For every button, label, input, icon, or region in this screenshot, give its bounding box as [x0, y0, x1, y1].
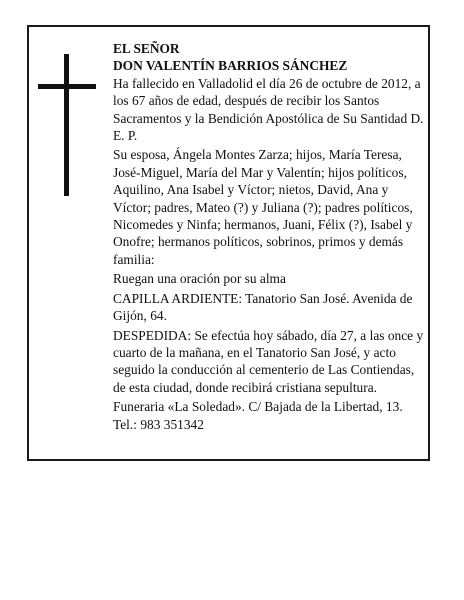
cross-horizontal-bar	[38, 84, 96, 89]
funeral-home-paragraph: Funeraria «La Soledad». C/ Bajada de la Libertad, 13. Tel.: 983 351342	[113, 399, 403, 432]
chapel-paragraph: CAPILLA ARDIENTE: Tanatorio San José. Avenida de Gijón, 64.	[113, 290, 413, 324]
title-line-1: EL SEÑOR	[113, 41, 180, 56]
title-line-2: DON VALENTÍN BARRIOS SÁNCHEZ	[113, 58, 348, 74]
family-paragraph: Su esposa, Ángela Montes Zarza; hijos, María Teresa, José-Miguel, María del Mar y Valentín; hijos políticos, Aquilino, Ana Isabel y Víctor; nietos, David, Ana y Víctor; padres, Mateo (?) y Juliana (?); padres políticos, Nicomedes y Ninfa; hermanos, Juani, Félix (?), Isabel y Onofre; hermanos políticos, sobrinos, primos y demás familia:	[113, 147, 413, 267]
prayer-line: Ruegan una oración por su alma	[113, 271, 286, 287]
farewell-paragraph: DESPEDIDA: Se efectúa hoy sábado, día 27, a las once y cuarto de la mañana, en el Tanatorio San José, y acto seguido la conducción al cementerio de Las Contiendas, de esta ciudad, donde recibirá cristiana sepultura.	[113, 327, 424, 395]
cross-vertical-bar	[64, 54, 69, 196]
death-paragraph: Ha fallecido en Valladolid el día 26 de octubre de 2012, a los 67 años de edad, después de recibir los Santos Sacramentos y la Bendición Apostólica de Su Santidad D. E. P.	[113, 75, 424, 144]
obituary-text	[113, 40, 426, 433]
